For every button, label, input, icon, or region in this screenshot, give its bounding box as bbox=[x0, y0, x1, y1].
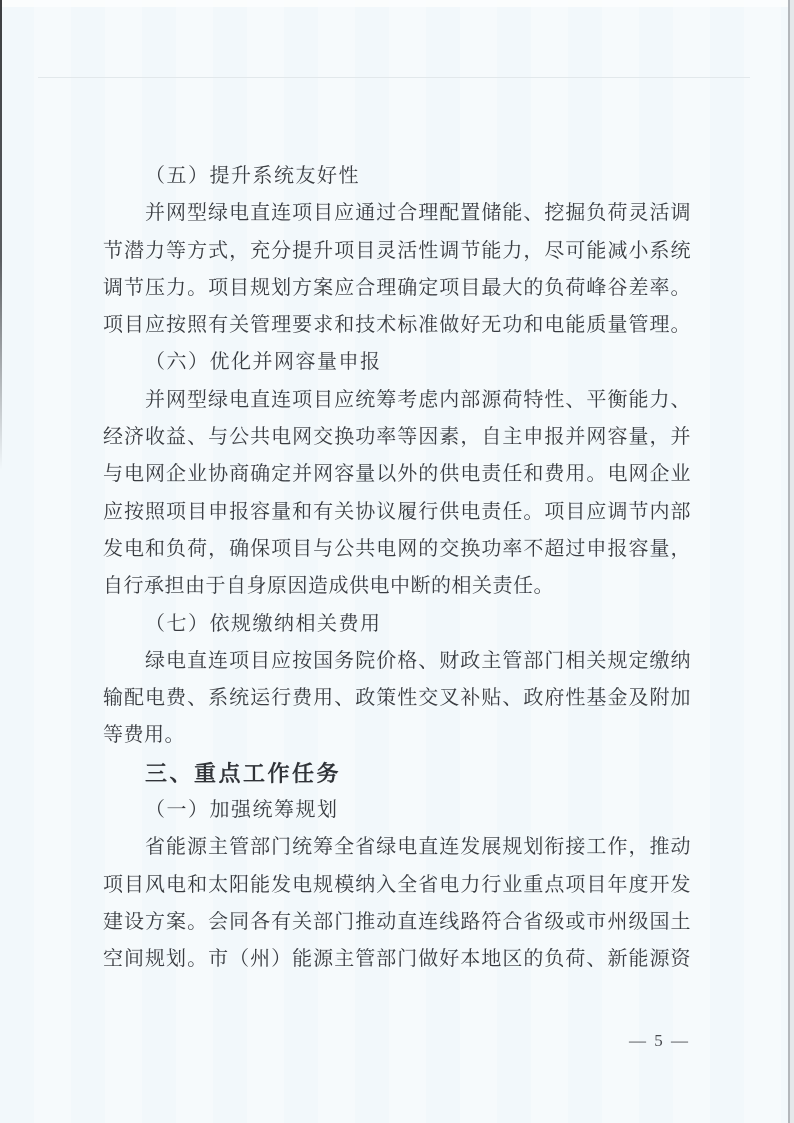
text-line: 与电网企业协商确定并网容量以外的供电责任和费用。电网企业 bbox=[103, 463, 691, 486]
text-line: 绿电直连项目应按国务院价格、财政主管部门相关规定缴纳 bbox=[145, 649, 691, 672]
text-line: 自行承担由于自身原因造成供电中断的相关责任。 bbox=[103, 575, 554, 598]
section-heading: （一）加强统筹规划 bbox=[145, 799, 339, 822]
text-line: 项目应按照有关管理要求和技术标准做好无功和电能质量管理。 bbox=[103, 314, 691, 337]
text-line: 并网型绿电直连项目应通过合理配置储能、挖掘负荷灵活调 bbox=[145, 202, 691, 225]
text-line: 项目风电和太阳能发电规模纳入全省电力行业重点项目年度开发 bbox=[103, 873, 691, 896]
section-heading: （七）依规缴纳相关费用 bbox=[145, 612, 382, 635]
section-heading: （五）提升系统友好性 bbox=[145, 165, 360, 187]
page-edge-shadow-left bbox=[0, 0, 2, 470]
text-line: 建设方案。会同各有关部门推动直连线路符合省级或市州级国土 bbox=[103, 910, 691, 933]
scan-top-line bbox=[38, 77, 750, 78]
text-line: 等费用。 bbox=[103, 724, 185, 747]
text-line: 并网型绿电直连项目应统筹考虑内部源荷特性、平衡能力、 bbox=[145, 388, 691, 411]
text-line: 发电和负荷，确保项目与公共电网的交换功率不超过申报容量， bbox=[103, 537, 691, 560]
text-line: 输配电费、系统运行费用、政策性交叉补贴、政府性基金及附加 bbox=[103, 687, 691, 710]
scan-top-band bbox=[0, 0, 794, 7]
document-body bbox=[103, 158, 691, 979]
section-heading: （六）优化并网容量申报 bbox=[145, 351, 382, 374]
page-number: — 5 — bbox=[629, 1031, 690, 1050]
text-line: 节潜力等方式，充分提升项目灵活性调节能力，尽可能减小系统 bbox=[103, 239, 691, 262]
text-line: 空间规划。市（州）能源主管部门做好本地区的负荷、新能源资 bbox=[103, 948, 691, 971]
text-line: 应按照项目申报容量和有关协议履行供电责任。项目应调节内部 bbox=[103, 500, 691, 523]
text-line: 省能源主管部门统筹全省绿电直连发展规划衔接工作，推动 bbox=[145, 836, 691, 859]
text-line: 调节压力。项目规划方案应合理确定项目最大的负荷峰谷差率。 bbox=[103, 276, 691, 299]
page-edge-margin-right bbox=[790, 0, 794, 1123]
text-line: 经济收益、与公共电网交换功率等因素，自主申报并网容量，并 bbox=[103, 426, 691, 449]
chapter-heading: 三、重点工作任务 bbox=[145, 760, 342, 786]
